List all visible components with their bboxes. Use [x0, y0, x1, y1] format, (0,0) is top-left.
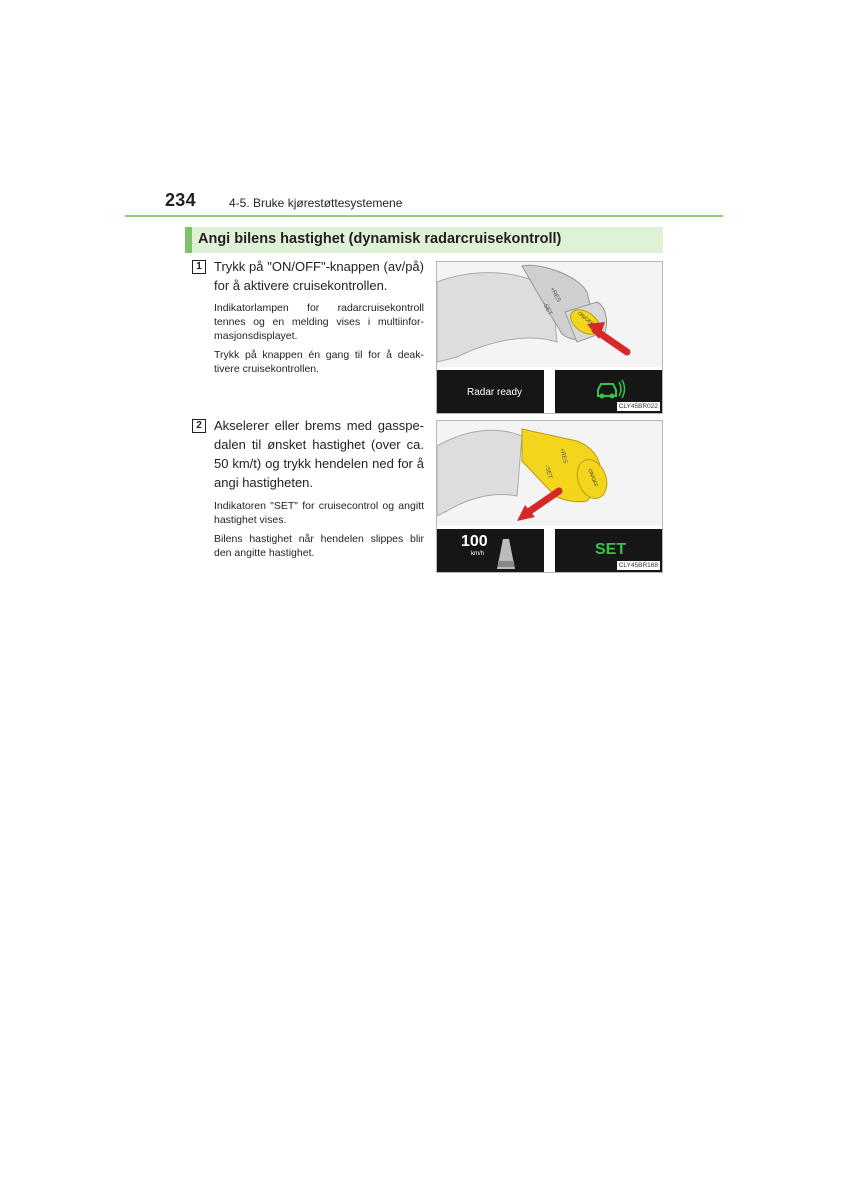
set-speed-unit: km/h [471, 551, 485, 557]
lever-label-res: +RES [557, 447, 568, 465]
step-2-note-1: Indikatoren "SET" for cruisecontrol og angitt hastighet vises. [214, 500, 424, 526]
step-1-figure [436, 261, 663, 414]
section-reference: 4-5. Bruke kjørestøttesystemene [229, 196, 403, 210]
step-2-figure [436, 420, 663, 573]
step-1-number: 1 [192, 260, 206, 274]
lever-label-res: +RES [548, 286, 562, 304]
lever-label-onoff: ON/OFF [576, 310, 595, 328]
set-speed-value: 100 [461, 533, 488, 550]
section-heading-text: Angi bilens hastighet (dynamisk radarcruisekontroll) [198, 231, 562, 247]
lever-label-set: -SET [543, 464, 553, 480]
step-2-text: Akselerer eller brems med gasspe-dalen til ønsket hastighet (over ca. 50 km/t) og trykk hendelen ned for å angi hastigheten. [214, 418, 424, 490]
header-rule [125, 215, 723, 217]
step-2-number: 2 [192, 419, 206, 433]
set-indicator: SET [595, 541, 627, 558]
figure-1-code: CLY45BR022 [618, 403, 658, 410]
step-1-note-1: Indikatorlampen for radarcruisekontroll tennes og en melding vises i multiinfor-masjonsdisplayet. [214, 302, 424, 342]
step-1-note-2: Trykk på knappen én gang til for å deak-tivere cruisekontrollen. [214, 349, 424, 375]
page-number: 234 [165, 190, 196, 210]
step-2-note-2: Bilens hastighet når hendelen slippes blir den angitte hastighet. [214, 533, 424, 559]
lever-label-onoff: ON/OFF [586, 468, 599, 488]
step-1-text: Trykk på "ON/OFF"-knappen (av/på) for å aktivere cruisekontrollen. [214, 259, 424, 293]
lever-label-set: -SET [540, 301, 553, 317]
radar-ready-message: Radar ready [467, 387, 523, 398]
figure-2-code: CLY45BR168 [618, 562, 658, 569]
section-heading [185, 227, 663, 253]
